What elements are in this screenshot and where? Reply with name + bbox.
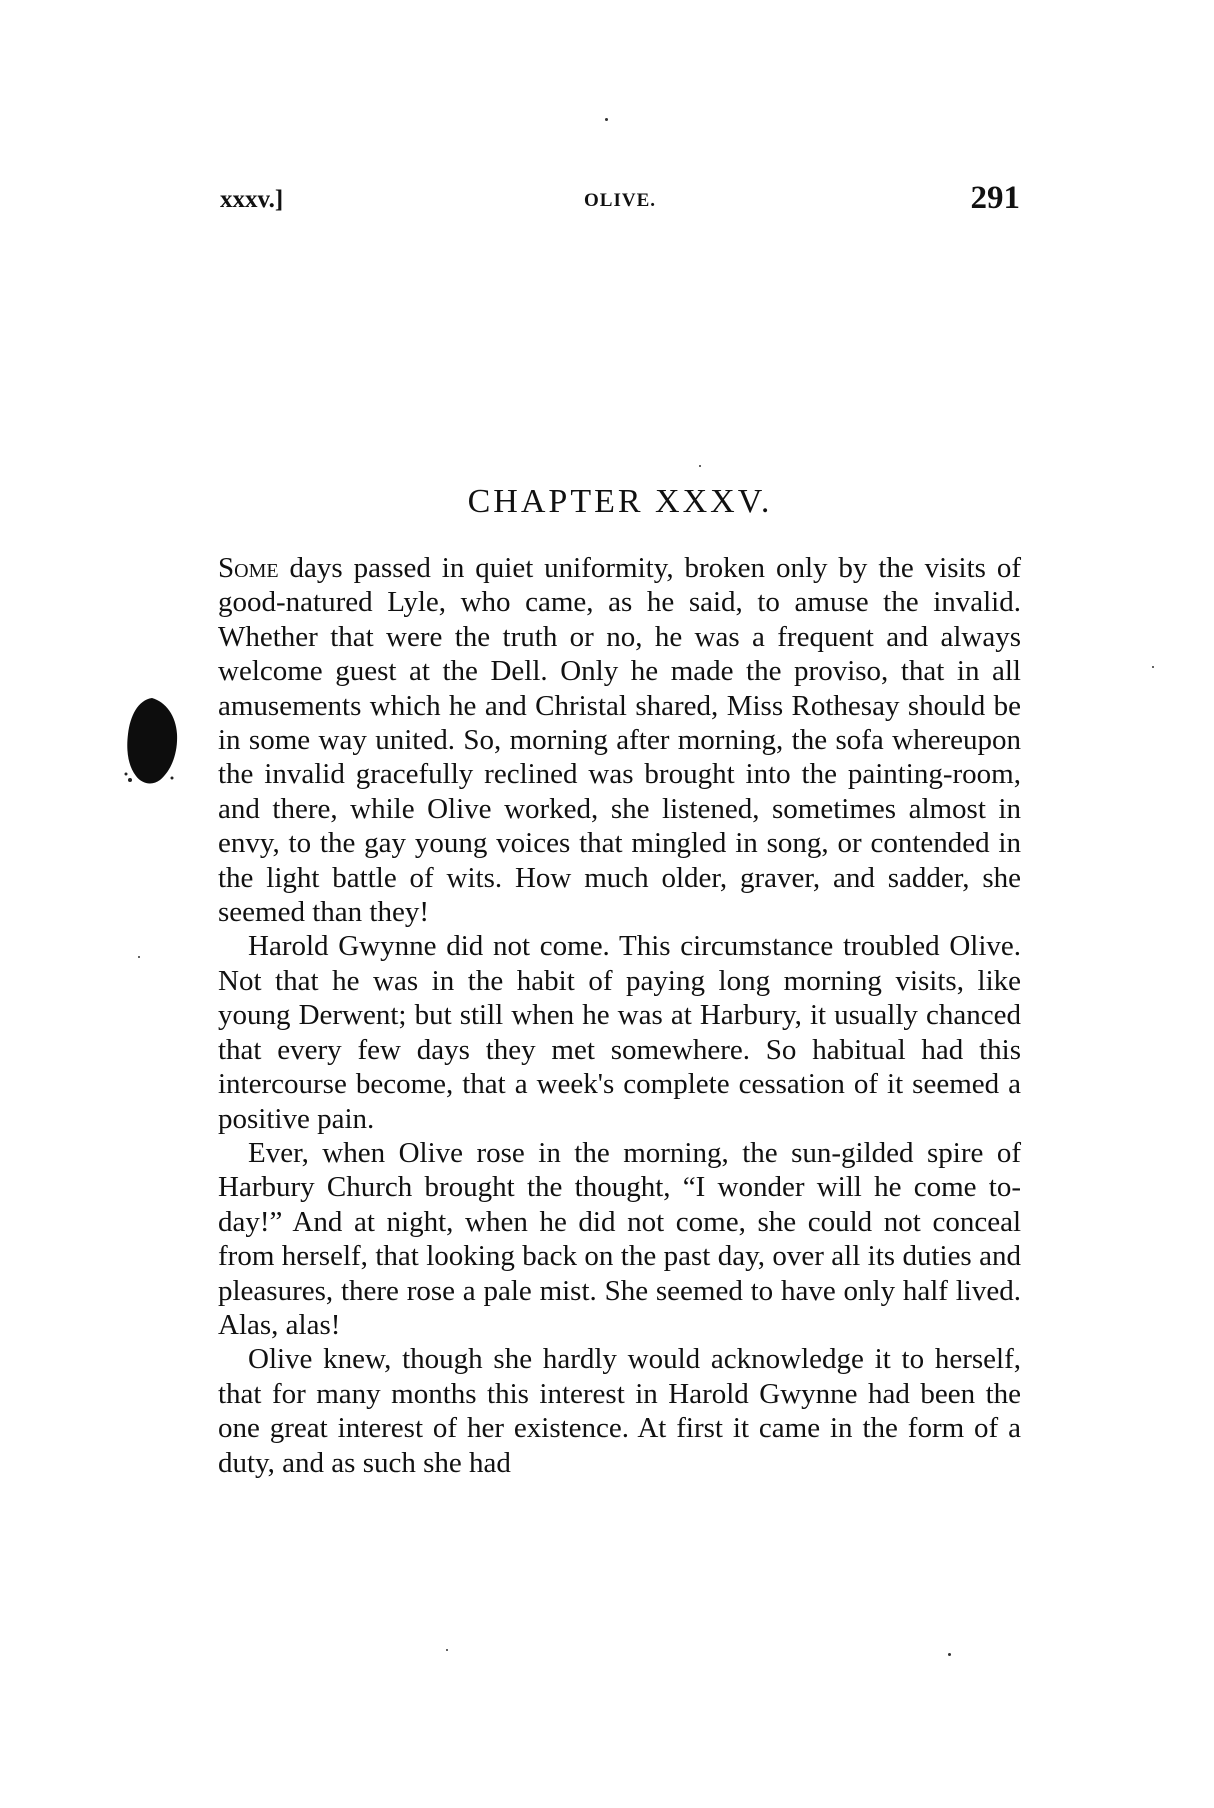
body-text [218,551,1021,1480]
speck-mark [1152,666,1154,668]
paragraph [218,1342,1021,1480]
book-title: OLIVE. [584,190,656,211]
chapter-title: CHAPTER XXXV. [467,483,773,520]
chapter-marker: xxxv.] [220,186,284,213]
ink-blot-mark [122,696,180,788]
page-number: 291 [970,180,1020,216]
paragraph [218,929,1021,1135]
running-head [220,180,1020,226]
paragraph-text: days passed in quiet uniformity, broken only by the visits of good-natured Lyle, who came, as he said, to amuse the invalid. Whether that were the truth or no, he was a frequent and always welcome guest at the Dell. Only he made the proviso, that in all amusements which he and Christal shared, Miss Rothesay should be in some way united. So, morning after morning, the sofa whereupon the invalid gracefully reclined was brought into the painting-room, and there, while Olive worked, she listened, sometimes almost in envy, to the gay young voices that mingled in song, or contended in the light battle of wits. How much older, graver, and sadder, she seemed than they! [218,552,1021,929]
speck-mark [699,465,701,467]
paragraph-text: Harold Gwynne did not come. This circumstance troubled Olive. Not that he was in the habit of paying long morning visits, like young Derwent; but still when he was at Harbury, it usually chanced that every few days they met somewhere. So habitual had this intercourse become, that a week's complete cessation of it seemed a positive pain. [218,930,1021,1135]
paragraph-text: Ever, when Olive rose in the morning, the sun-gilded spire of Harbury Church brought the thought, “I wonder will he come to-day!” And at night, when he did not come, she could not conceal from herself, that looking back on the past day, over all its duties and pleasures, there rose a pale mist. She seemed to have only half lived. Alas, alas! [218,1136,1021,1341]
speck-mark [138,956,140,958]
drop-lead-word: Some [218,552,279,584]
speck-mark [446,1649,448,1651]
speck-mark [605,118,608,121]
paragraph [218,551,1021,929]
speck-mark [948,1653,951,1656]
paragraph [218,1136,1021,1342]
paragraph-text: Olive knew, though she hardly would acknowledge it to herself, that for many months this interest in Harold Gwynne had been the one great interest of her existence. At first it came in the form of a duty, and as such she had [218,1343,1021,1479]
